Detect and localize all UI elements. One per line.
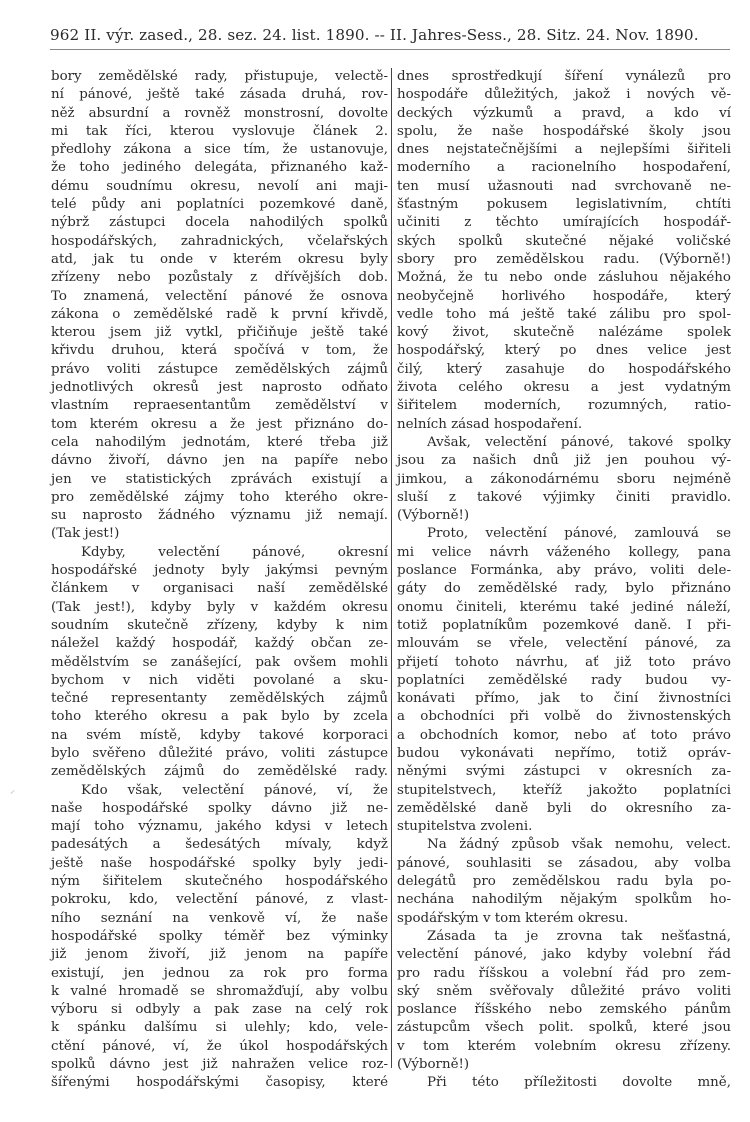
text-line: hospodářské spolky téměř bez výminky: [51, 928, 388, 944]
text-line: předlohy zákona a sice tím, že ustanovuje,: [51, 142, 388, 158]
text-line: zástupcům všech polit. spolků, které jsou: [397, 1020, 731, 1036]
text-line: mi velice návrh váženého kollegy, pana: [397, 544, 731, 560]
text-line: spolků dávno jest již nahražen velice roz-: [51, 1057, 388, 1073]
text-line: bylo svěřeno důležité právo, voliti zástupce: [51, 745, 388, 761]
text-line: cela nahodilým jednotám, které třeba již: [51, 434, 388, 450]
text-line: naše hospodářské spolky dávno již ne-: [51, 800, 388, 816]
text-line: života celého okresu a jest vydatným: [397, 380, 731, 396]
text-line: deckých výzkumů a pravd, a kdo ví: [397, 105, 731, 121]
text-line: onomu činiteli, kterému také jediné náleží,: [397, 599, 731, 615]
text-line: zřízeny nebo pozůstaly z dřívějších dob.: [51, 270, 388, 286]
text-line: soudním skutečně zřízeny, kdyby k nim: [51, 617, 388, 633]
text-line: zemědělských zájmů do zemědělské rady.: [51, 764, 388, 780]
text-line: ten musí užasnouti nad svrchovaně ne-: [397, 178, 731, 194]
text-line: neobyčejně horlivého hospodáře, který: [397, 288, 731, 304]
text-line: učiniti z těchto umírajících hospodář-: [397, 215, 731, 231]
text-line: Možná, že tu nebo onde zásluhou nějakého: [397, 270, 731, 286]
text-line: vedle toho má ještě také zálibu pro spol-: [397, 306, 731, 322]
text-line: delegátů pro zemědělskou radu byla po-: [397, 874, 731, 890]
text-line: něnými svými zástupci v okresních za-: [397, 764, 731, 780]
column-right: [397, 68, 731, 1093]
text-line: ným šiřitelem skutečného hospodářského: [51, 874, 388, 890]
text-line: velectění pánové, jako kdyby volební řád: [397, 947, 731, 963]
text-line: stupitelstvech, kteříž jakožto poplatníci: [397, 782, 731, 798]
text-line: existují, jen jednou za rok pro forma: [51, 965, 388, 981]
text-line: přijetí tohoto návrhu, ať již toto právo: [397, 654, 731, 670]
text-line: hospodáře důležitých, jakož i nových vě-: [397, 87, 731, 103]
text-line: toho kterého okresu a pak bylo by zcela: [51, 709, 388, 725]
text-line: článkem v organisaci naší zemědělské: [51, 581, 388, 597]
text-line: mlouvám se vřele, velectění pánové, za: [397, 636, 731, 652]
text-line: Při této příležitosti dovolte mně,: [427, 1075, 731, 1091]
text-line: dnes sprostředkují šíření vynálezů pro: [397, 69, 731, 84]
text-line: (Výborně!): [397, 1057, 470, 1073]
text-line: Kdyby, velectění pánové, okresní: [81, 544, 388, 560]
text-line: padesátých a šedesátých mívaly, když: [51, 837, 388, 853]
text-line: hospodářských, zahradnických, včelařských: [51, 233, 388, 249]
text-line: čilý, který zasahuje do hospodářského: [397, 361, 731, 377]
text-line: jsou za našich dnů již jen pouhou vý-: [397, 453, 731, 469]
column-left: [51, 68, 388, 1093]
header-rule: [50, 49, 730, 50]
text-line: poslance Formánka, aby právo, voliti dele-: [397, 563, 731, 579]
text-line: mědělstvím se zanášející, pak ovšem mohli: [51, 654, 388, 670]
text-line: poslance říšského nebo zemského pánům: [397, 1002, 731, 1018]
text-line: Avšak, velectění pánové, takové spolky: [427, 434, 731, 450]
text-line: su naprosto žádného významu již nemají.: [51, 508, 388, 524]
margin-pencil-mark: ⸝: [10, 785, 15, 796]
text-line: výboru si odbyly a pak zase na celý rok: [51, 1002, 388, 1018]
text-line: ního seznání na venkově ví, že naše: [51, 910, 388, 926]
text-line: jednotlivých okresů jest naprosto odňato: [51, 380, 388, 396]
text-line: ctění pánové, ví, že úkol hospodářských: [51, 1038, 388, 1054]
text-line: stupitelstva zvoleni.: [397, 819, 533, 835]
text-line: pokroku, kdo, velectění pánové, z vlast-: [51, 892, 388, 908]
text-line: již jenom živoří, již jenom na papíře: [51, 947, 388, 963]
text-line: Proto, velectění pánové, zamlouvá se: [427, 526, 731, 542]
text-line: tečné representanty zemědělských zájmů: [51, 691, 388, 707]
text-line: jimkou, a zákonodárnému sboru nejméně: [397, 471, 731, 487]
text-line: křivdu druhou, která spočívá v tom, že: [51, 343, 388, 359]
text-line: bychom v nich viděti povolané a sku-: [51, 672, 388, 688]
text-line: kový život, skutečně nalézáme spolek: [397, 325, 731, 341]
text-line: na svém místě, kdyby takové korporaci: [51, 727, 388, 743]
text-line: ský sněm svěřovaly důležité právo voliti: [397, 983, 731, 999]
text-line: nýbrž zástupci docela nahodilých spolků: [51, 215, 388, 231]
text-line: ní pánové, ještě také zásada druhá, rov-: [51, 87, 388, 103]
text-line: totiž poplatníkům pozemkové daně. I při-: [397, 617, 731, 633]
text-line: k valné hromadě se shromažďují, aby volbu: [51, 983, 388, 999]
text-line: sbory pro zemědělskou radu. (Výborně!): [397, 251, 731, 267]
text-line: a obchodníci při volbě do živnostenských: [397, 709, 731, 725]
text-line: bory zemědělské rady, přistupuje, velectě-: [51, 69, 388, 84]
text-line: šťastným pokusem legislativním, chtíti: [397, 197, 731, 213]
text-line: něž absurdní a rovněž monstrosní, dovolte: [51, 105, 388, 121]
text-line: hospodářský, který po dnes velice jest: [397, 343, 731, 359]
text-line: atd, jak tu onde v kterém okresu byly: [51, 251, 388, 267]
text-line: dnes nejstatečnějšími a nejlepšími šiřiteli: [397, 142, 731, 158]
text-line: zemědělské daně byli do okresního za-: [397, 800, 731, 816]
text-line: konávati přímo, jak to činí živnostníci: [397, 691, 731, 707]
text-line: náležel každý hospodář, každý občan ze-: [51, 636, 388, 652]
text-line: pro zemědělské zájmy toho kterého okre-: [51, 489, 388, 505]
text-line: nelních zásad hospodaření.: [397, 416, 583, 432]
text-line: (Výborně!): [397, 508, 470, 524]
text-line: dému soudnímu okresu, nevolí ani maji-: [51, 178, 388, 194]
text-line: mi tak říci, kterou vyslovuje článek 2.: [51, 123, 388, 139]
text-line: že toho jediného delegáta, přiznaného kaž-: [51, 160, 388, 176]
text-line: (Tak jest!), kdyby byly v každém okresu: [51, 599, 388, 615]
text-line: hospodářské jednoty byly jakýmsi pevným: [51, 563, 388, 579]
text-line: šiřitelem moderních, rozumných, ratio-: [397, 398, 731, 414]
column-divider: [391, 68, 392, 1068]
text-line: Na žádný způsob však nemohu, velect.: [427, 837, 731, 853]
text-line: To znamená, velectění pánové že osnova: [51, 288, 388, 304]
text-line: vlastním repraesentantům zemědělství v: [51, 398, 388, 414]
text-line: dávno živoří, dávno jen na papíře nebo: [51, 453, 388, 469]
text-line: moderního a racionelního hospodaření,: [397, 160, 731, 176]
text-line: jen ve statistických zprávách existují a: [51, 471, 388, 487]
text-line: pro radu říšskou a volební řád pro zem-: [397, 965, 731, 981]
text-line: poplatníci zemědělské rady budou vy-: [397, 672, 731, 688]
text-line: Zásada ta je zrovna tak nešťastná,: [427, 928, 731, 944]
page-header: 962 II. výr. zased., 28. sez. 24. list. 1890. -- II. Jahres-Sess., 28. Sitz. 24. Nov. 1890.: [50, 26, 699, 44]
text-line: gáty do zemědělské rady, bylo přiznáno: [397, 581, 731, 597]
text-line: zákona o zemědělské radě k první křivdě,: [51, 306, 388, 322]
text-line: spolu, že naše hospodářské školy jsou: [397, 123, 731, 139]
text-line: šířenými hospodářskými časopisy, které: [51, 1075, 388, 1091]
text-line: právo voliti zástupce zemědělských zájmů: [51, 361, 388, 377]
text-line: a obchodních komor, nebo ať toto právo: [397, 727, 731, 743]
text-line: spodářským v tom kterém okresu.: [397, 910, 629, 926]
text-line: (Tak jest!): [51, 526, 120, 542]
text-line: nechána nahodilým nějakým spolkům ho-: [397, 892, 731, 908]
text-line: k spánku dalšímu si ulehly; kdo, vele-: [51, 1020, 388, 1036]
text-line: kterou jsem již vytkl, přičiňuje ještě také: [51, 325, 388, 341]
text-line: ještě naše hospodářské spolky byly jedi-: [51, 855, 388, 871]
text-line: Kdo však, velectění pánové, ví, že: [81, 782, 388, 798]
text-line: v tom kterém volebním okresu zřízeny.: [397, 1038, 731, 1054]
text-line: budou vykonávati nepřímo, totiž opráv-: [397, 745, 731, 761]
text-line: pánové, souhlasiti se zásadou, aby volba: [397, 855, 731, 871]
text-line: telé půdy ani poplatníci pozemkové daně,: [51, 197, 388, 213]
text-line: sluší z takové výjimky činiti pravidlo.: [397, 489, 731, 505]
text-line: tom kterém okresu a že jest přiznáno do-: [51, 416, 388, 432]
text-line: ských spolků skutečné nějaké voličské: [397, 233, 731, 249]
text-line: mají toho významu, jakého kdysi v letech: [51, 819, 388, 835]
